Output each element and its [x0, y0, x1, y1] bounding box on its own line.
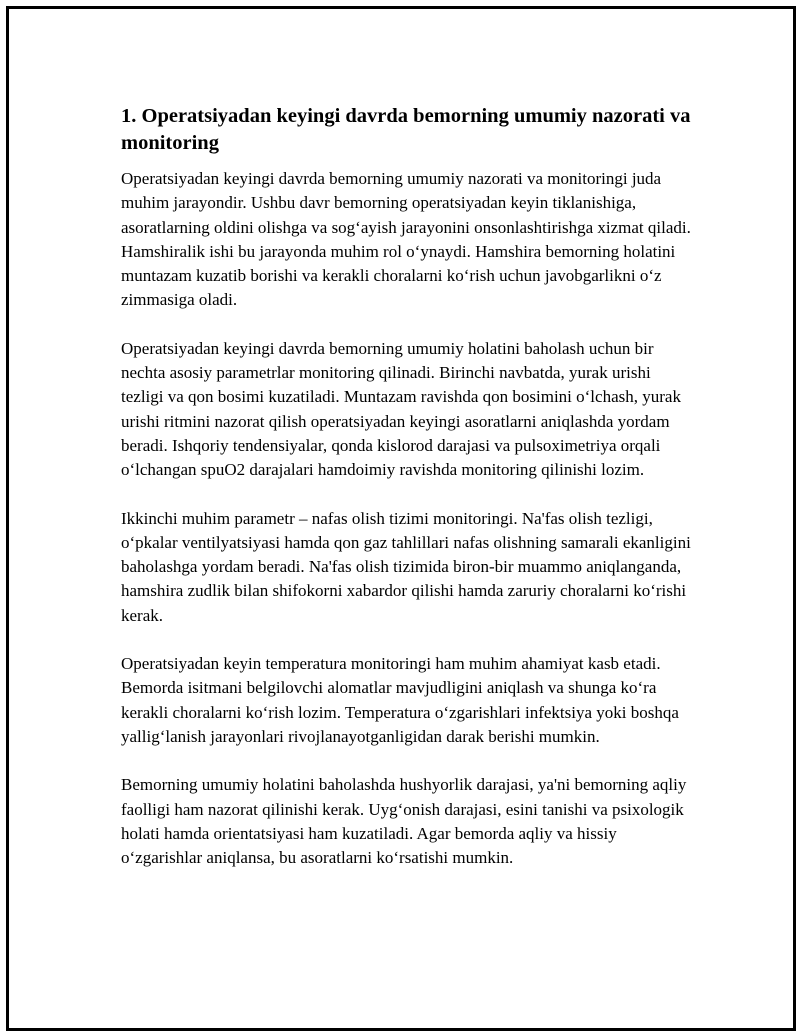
page-frame — [6, 6, 796, 1031]
paragraph-vital-signs: Operatsiyadan keyingi davrda bemorning umumiy holatini baholash uchun bir nechta asosiy parametrlar monitoring qilinadi. Birinchi navbatda, yurak urishi tezligi va qon bosimi kuzatiladi. Muntazam ravishda qon bosimini o‘lchash, yurak urishi ritmini nazorat qilish operatsiyadan keyingi asoratlarni aniqlashda yordam beradi. Ishqoriy tendensiyalar, qonda kislorod darajasi va pulsoximetriya orqali o‘lchangan spuO2 darajalari hamdoimiy ravishda monitoring qilinishi lozim. — [121, 338, 681, 480]
paragraph-respiratory: Ikkinchi muhim parametr – nafas olish tizimi monitoringi. Na'fas olish tezligi, o‘pkalar ventilyatsiyasi hamda qon gaz tahlillari nafas olishning samarali ekanligini baholashga yordam beradi. Na'fas olish tizimida biron-bir muammo aniqlanganda, hamshira zudlik bilan shifokorni xabardor qilishi hamda zaruriy choralarni ko‘rishi kerak. — [121, 508, 691, 625]
paragraph-intro: Operatsiyadan keyingi davrda bemorning umumiy nazorati va monitoringi juda muhim jarayondir. Ushbu davr bemorning operatsiyadan keyin tiklanishiga, asoratlarning oldini olishga va sog‘ayish jarayonini onsonlashtirishga xizmat qiladi. Hamshiralik ishi bu jarayonda muhim rol o‘ynaydi. Hamshira bemorning holatini muntazam kuzatib borishi va kerakli choralarni ko‘rish uchun javobgarlikni o‘z zimmasiga oladi. — [121, 169, 691, 310]
paragraph-consciousness: Bemorning umumiy holatini baholashda hushyorlik darajasi, ya'ni bemorning aqliy faolligi ham nazorat qilinishi kerak. Uyg‘onish darajasi, esini tanishi va psixologik holati hamda orientatsiyasi ham kuzatiladi. Agar bemorda aqliy va hissiy o‘zgarishlar aniqlansa, bu asoratlarni ko‘rsatishi mumkin. — [121, 775, 687, 868]
section-heading: 1. Operatsiyadan keyingi davrda bemorning umumiy nazorati va monitoring — [121, 105, 691, 154]
paragraph-temperature: Operatsiyadan keyin temperatura monitoringi ham muhim ahamiyat kasb etadi. Bemorda isitmani belgilovchi alomatlar mavjudligini aniqlash va shunga ko‘ra kerakli choralarni ko‘rish lozim. Temperatura o‘zgarishlari infektsiya yoki boshqa yallig‘lanish jarayonlari rivojlanayotganligidan darak berishi mumkin. — [121, 654, 679, 746]
document-body — [121, 103, 695, 894]
